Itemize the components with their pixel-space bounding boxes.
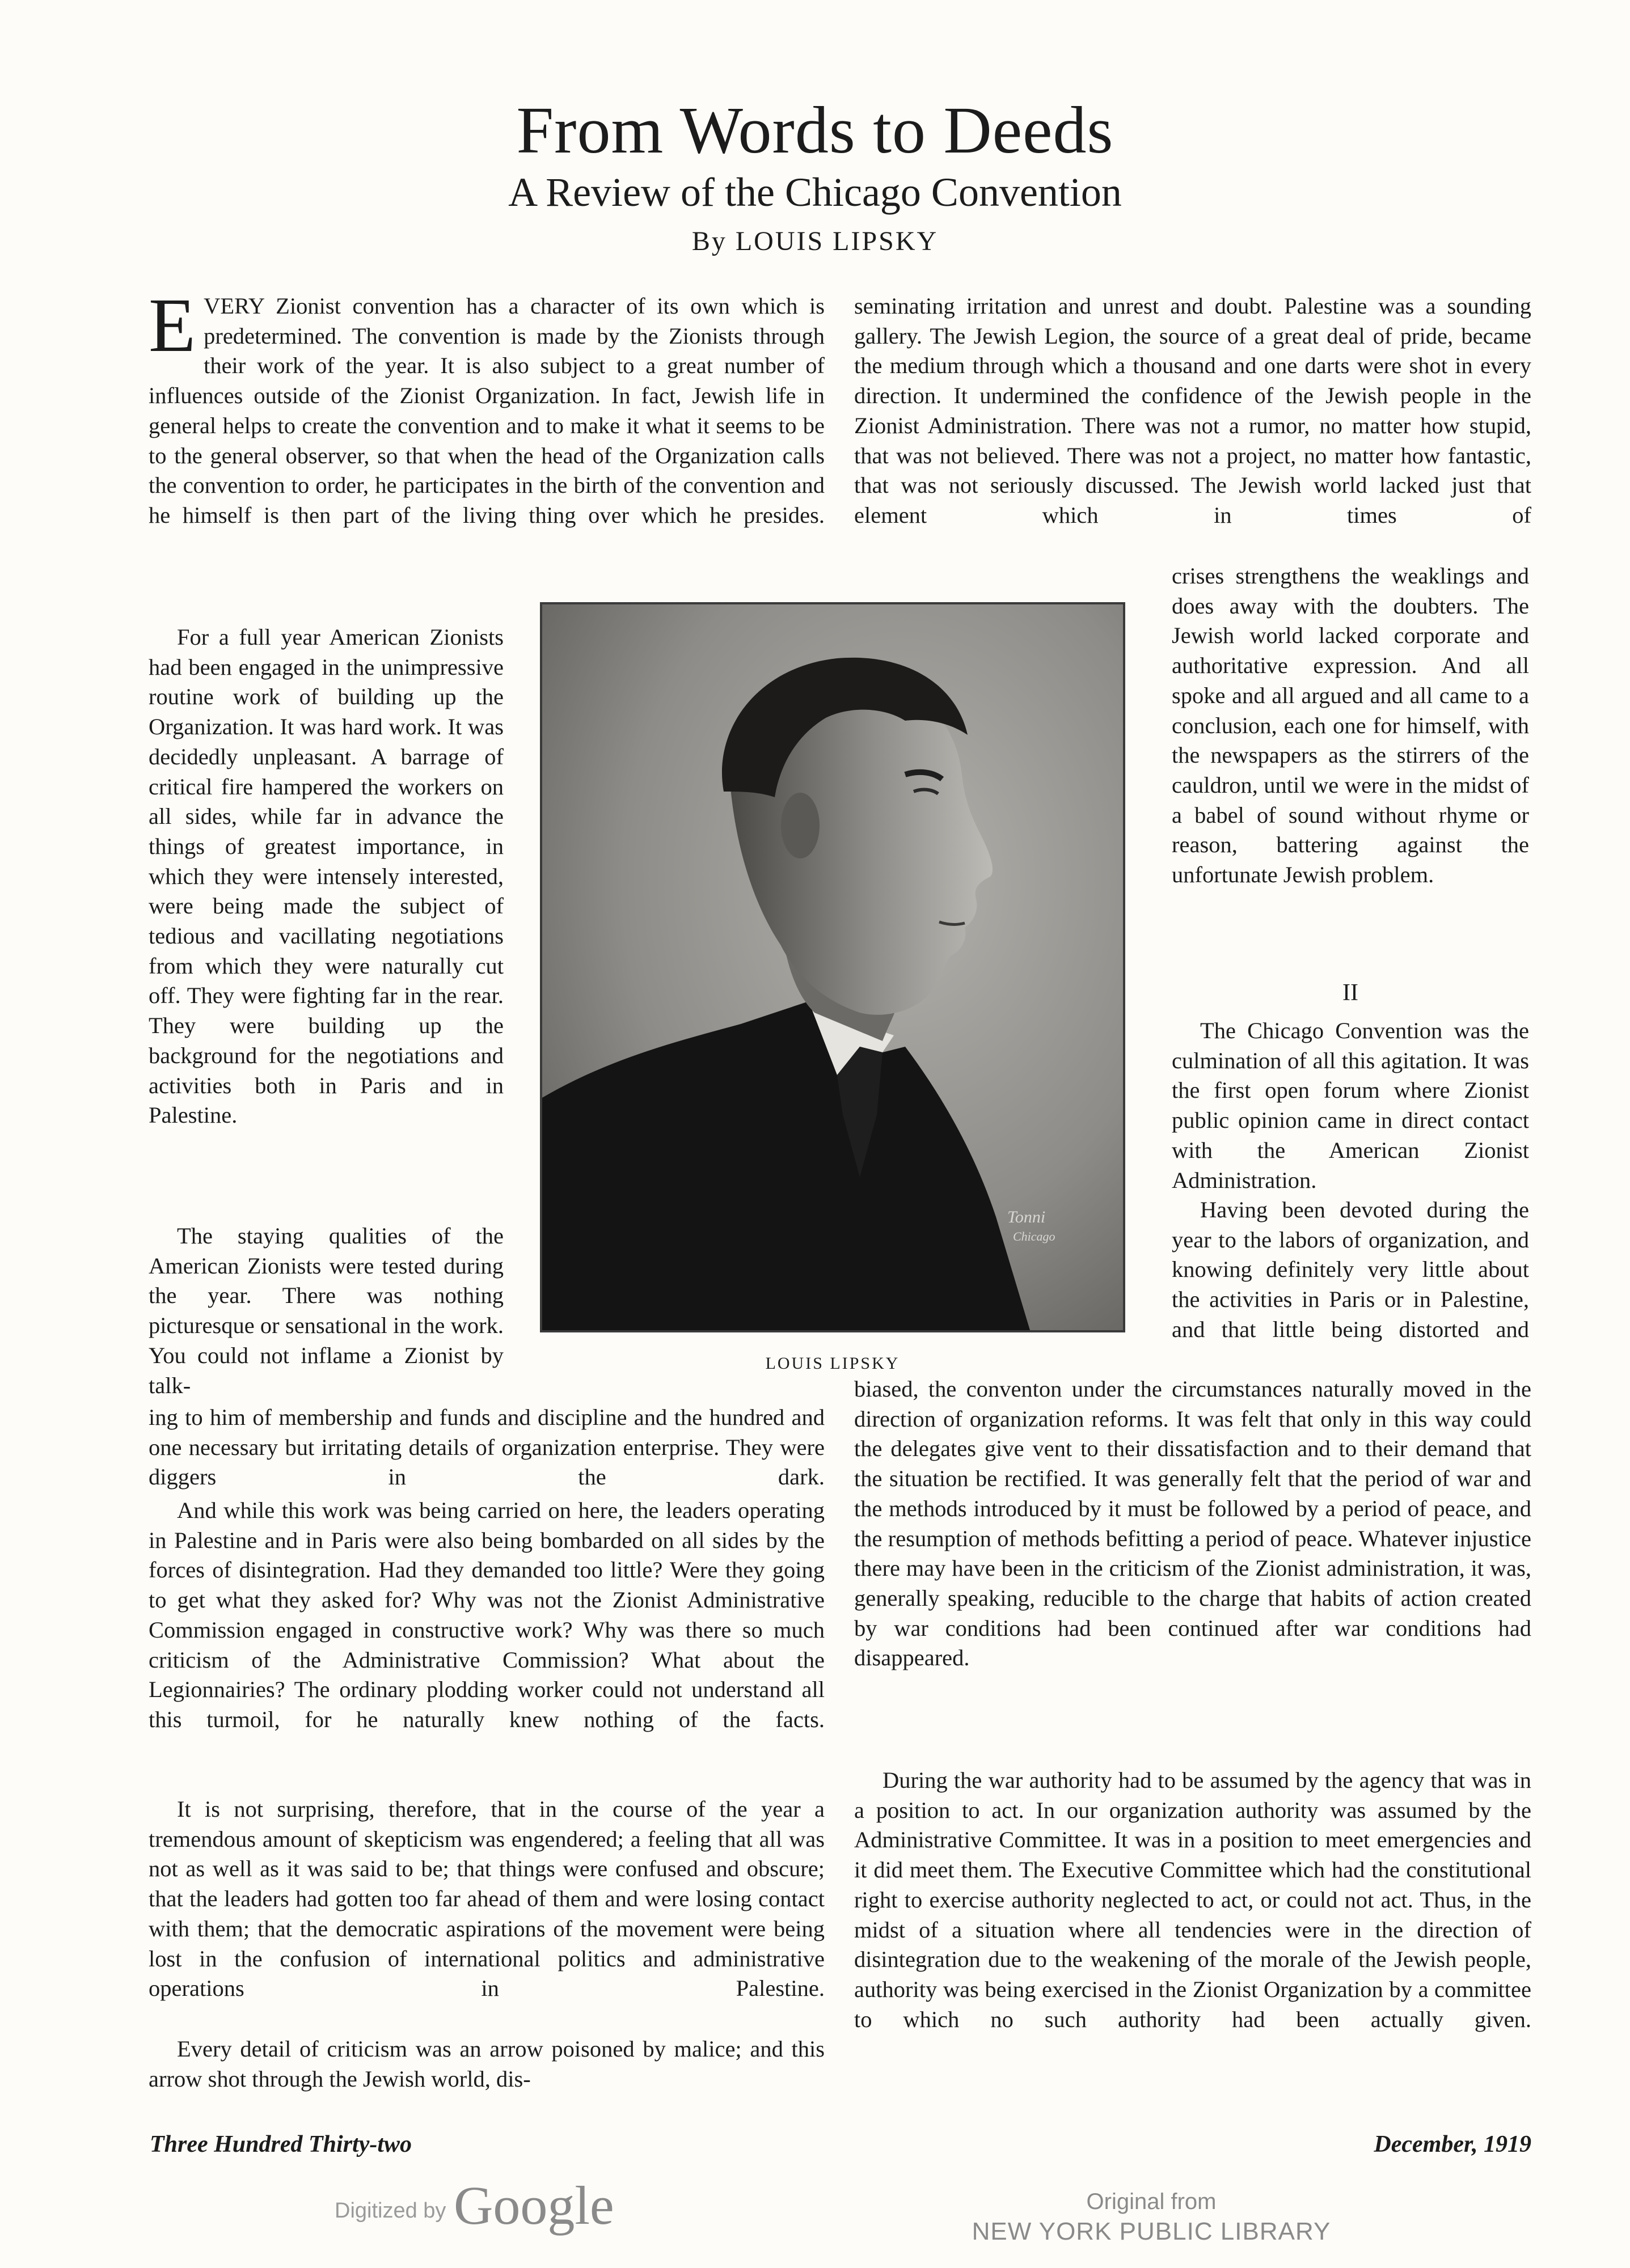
portrait-illustration [542, 604, 1123, 1330]
original-from-text: Original from [1086, 2189, 1217, 2214]
library-watermark [907, 2187, 1395, 2248]
col1-paragraph-3-cont: ing to him of membership and funds and discipline and the hundred and one necessary but irritating details of organization enterprise. They were diggers in the dark. [149, 1404, 825, 1490]
col2-paragraph-2: The Chicago Convention was the culmination of all this agitation. It was the first open forum where Zionist public opinion came in direct contact with the American Zionist Administration. [1172, 1018, 1529, 1193]
digitized-by-text: Digitized by [335, 2199, 446, 2223]
google-logo: Google [454, 2175, 614, 2236]
drop-cap: E [149, 283, 196, 368]
col1-paragraph-5: It is not surprising, therefore, that in the course of the year a tremendous amount of skepticism was engendered; a feeling that all was not as well as it was said to be; that things were confused and obscure; that the leaders had gotten too far ahead of them and were losing contact with them; that the democratic aspirations of the movement were being lost in the confusion of international politics and administrative operations in Palestine. [149, 1796, 825, 2002]
col2-paragraph-3-cont: biased, the conventon under the circumstances naturally moved in the direction of organization reforms. It was felt that only in this way could the delegates give vent to their dissatisfaction and to their demand that the situation be rectified. It was generally felt that the period of war and the methods introduced by it must be followed by a period of peace, and the resumption of methods befitting a period of peace. Whatever injustice there may have been in the criticism of the Zionist administration, it was, generally speaking, reducible to the charge that habits of action created by war conditions had been continued after war conditions had disappeared. [854, 1376, 1531, 1671]
col2-paragraph-1-top: seminating irritation and unrest and doubt. Palestine was a sounding gallery. The Jewish Legion, the source of a great deal of pride, became the medium through which a thousand and one darts were shot in every direction. It undermined the confidence of the Jewish people in the Zionist Administration. There was not a rumor, no matter how stupid, that was not believed. There was not a project, no matter how fantastic, that was not seriously discussed. The Jewish world lacked just that element which in times of [854, 293, 1531, 528]
col1-paragraph-1-text: VERY Zionist convention has a character of its own which is predetermined. The convention is made by the Zionists through their work of the year. It is also subject to a great number of influences outside of the Zionist Organization. In fact, Jewish life in general helps to create the convention and to make it what it seems to be to the general observer, so that when the head of the Organization calls the convention to order, he participates in the birth of the convention and he himself is then part of the living thing over which he presides. [149, 293, 825, 528]
google-watermark [335, 2174, 652, 2236]
col1-paragraph-1 [149, 283, 825, 616]
photo-caption: LOUIS LIPSKY [765, 1354, 900, 1373]
photographer-signature: Tonni [1007, 1208, 1046, 1226]
col1-paragraph-2: For a full year American Zionists had been engaged in the unimpressive routine work of building up the Organization. It was hard work. It was decidedly unpleasant. A barrage of critical fire hampered the workers on all sides, while far in advance the things of greatest importance, in which they were intensely interested, were being made the subject of tedious and vacillating negotiations from which they were naturally cut off. They were fighting far in the rear. They were building up the background for the negotiations and activities both in Paris and in Palestine. [149, 624, 504, 1128]
col1-paragraph-6: Every detail of criticism was an arrow poisoned by malice; and this arrow shot through the Jewish world, dis- [149, 2036, 825, 2092]
article-byline: By LOUIS LIPSKY [691, 226, 939, 256]
portrait-photo [540, 602, 1125, 1332]
col2-paragraph-3-narrow: Having been devoted during the year to the labors of organization, and knowing definitely very little about the activities in Paris or in Palestine, and that little being distorted and [1172, 1197, 1529, 1342]
col1-paragraph-3-narrow: The staying qualities of the American Zionists were tested during the year. There was nothing picturesque or sensational in the work. You could not inflame a Zionist by talk- [149, 1223, 504, 1398]
section-heading: II [1342, 980, 1358, 1006]
page-number: Three Hundred Thirty-two [150, 2131, 412, 2157]
col1-paragraph-4: And while this work was being carried on here, the leaders operating in Palestine and in Paris were also being bombarded on all sides by the forces of disintegration. Had they demanded too little? Were they going to get what they asked for? Why was not the Zionist Administrative Commission engaged in constructive work? Why was there so much criticism of the Administrative Commission? What about the Legionnairies? The ordinary plodding worker could not understand all this turmoil, for he naturally knew nothing of the facts. [149, 1497, 825, 1732]
issue-date: December, 1919 [1374, 2131, 1531, 2157]
photographer-location: Chicago [1013, 1229, 1055, 1243]
col2-paragraph-4: During the war authority had to be assumed by the agency that was in a position to act. In our organization authority was assumed by the Administrative Committee. It was in a position to meet emergencies and it did meet them. The Executive Committee which had the constitutional right to exercise authority neglected to act, or could not act. Thus, in the midst of a situation where all tendencies were in the direction of disintegration due to the weakening of the morale of the Jewish people, authority was being exercised in the Zionist Organization by a committee to which no such authority had been actually given. [854, 1767, 1531, 2032]
col2-paragraph-1-narrow: crises strengthens the weaklings and does away with the doubters. The Jewish world lacked corporate and authoritative expression. And all spoke and all argued and all came to a conclusion, each one for himself, with the newspapers as the stirrers of the cauldron, until we were in the midst of a babel of sound without rhyme or reason, battering against the unfortunate Jewish problem. [1172, 563, 1529, 888]
library-name: NEW YORK PUBLIC LIBRARY [972, 2218, 1331, 2245]
article-subtitle: A Review of the Chicago Convention [508, 170, 1122, 215]
article-title: From Words to Deeds [516, 93, 1114, 167]
